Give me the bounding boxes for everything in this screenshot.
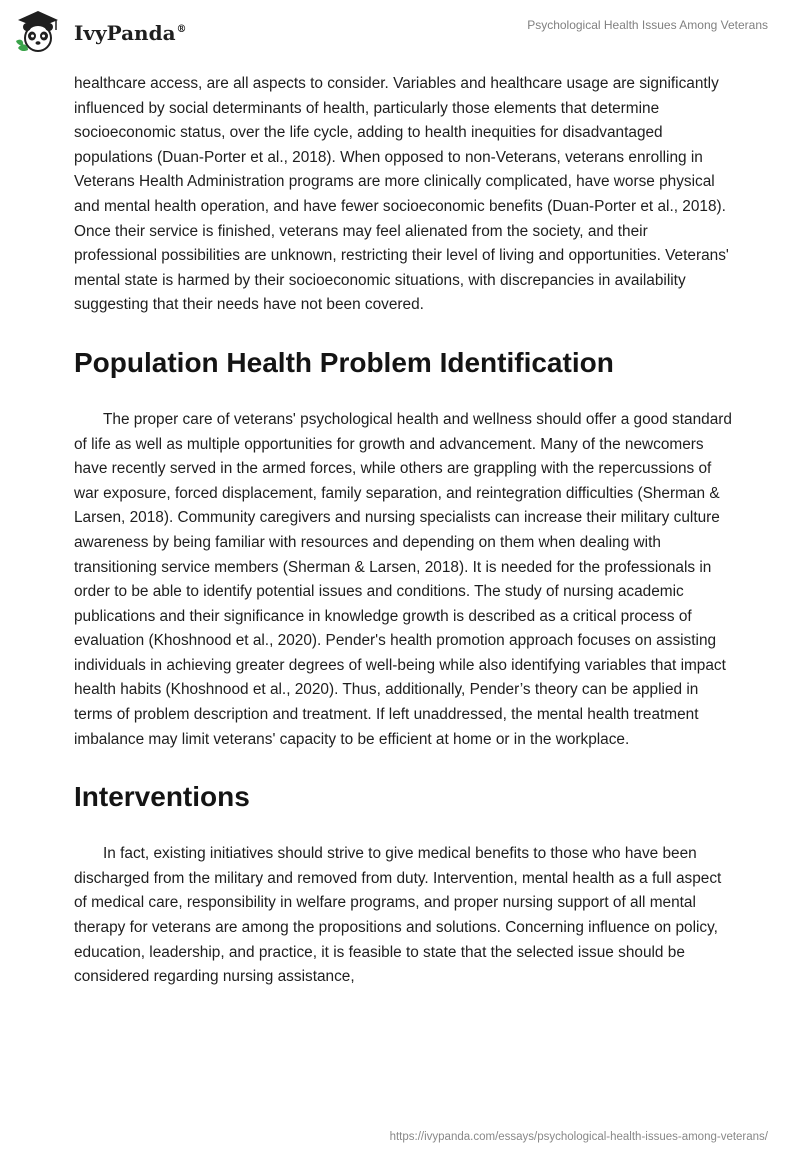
panda-graduate-icon [14, 8, 66, 54]
problem-paragraph: The proper care of veterans' psychological health and wellness should offer a good standard of life as well as multiple opportunities for growth and advancement. Many of the newcomers have recently served in the armed forces, while others are grappling with the repercussions of war exposure, forced displacement, family separation, and reintegration difficulties (Sherman & Larsen, 2018). Community caregivers and nursing specialists can increase their military culture awareness by being familiar with resources and depending on them when dealing with transitioning service members (Sherman & Larsen, 2018). It is needed for the professionals in order to be able to identify potential issues and conditions. The study of nursing academic publications and their significance in knowledge growth is described as a critical process of evaluation (Khoshnood et al., 2020). Pender's health promotion approach focuses on assisting individuals in achieving greater degrees of well-being while also identifying variables that impact health habits (Khoshnood et al., 2020). Thus, additionally, Pender’s theory can be applied in terms of problem description and treatment. If left unaddressed, the mental health treatment imbalance may limit veterans' capacity to be efficient at home or in the workplace. [74, 410, 732, 748]
intro-paragraph: healthcare access, are all aspects to consider. Variables and healthcare usage are significantly influenced by social determinants of health, particularly those elements that determine socioeconomic status, over the life cycle, adding to health inequities for disadvantaged populations (Duan-Porter et al., 2018). When opposed to non-Veterans, veterans enrolling in Veterans Health Administration programs are more clinically complicated, have worse physical and mental health operation, and have fewer socioeconomic benefits (Duan-Porter et al., 2018). Once their service is finished, veterans may feel alienated from the society, and their professional possibilities are unknown, restricting their level of living and opportunities. Veterans' mental state is harmed by their socioeconomic situations, with discrepancies in availability suggesting that their needs have not been covered. [74, 75, 729, 314]
page-header [0, 0, 800, 64]
document-title: Psychological Health Issues Among Veterans [527, 18, 768, 32]
essay-content [74, 72, 734, 990]
source-url-link[interactable]: https://ivypanda.com/essays/psychological-health-issues-among-veterans/ [389, 1131, 768, 1143]
interventions-paragraph: In fact, existing initiatives should strive to give medical benefits to those who have been discharged from the military and removed from duty. Intervention, mental health as a full aspect of medical care, responsibility in welfare programs, and proper nursing support of all mental therapy for veterans are among the propositions and solutions. Concerning influence on policy, education, leadership, and practice, it is feasible to state that the selected issue should be considered regarding nursing assistance, [74, 845, 722, 986]
ivypanda-logo[interactable] [14, 8, 187, 54]
registered-mark: ® [176, 24, 187, 36]
heading-population-health-problem: Population Health Problem Identification [74, 346, 614, 378]
heading-interventions: Interventions [74, 781, 250, 813]
logo-wordmark [74, 21, 187, 45]
logo-name: IvyPanda [74, 21, 176, 45]
